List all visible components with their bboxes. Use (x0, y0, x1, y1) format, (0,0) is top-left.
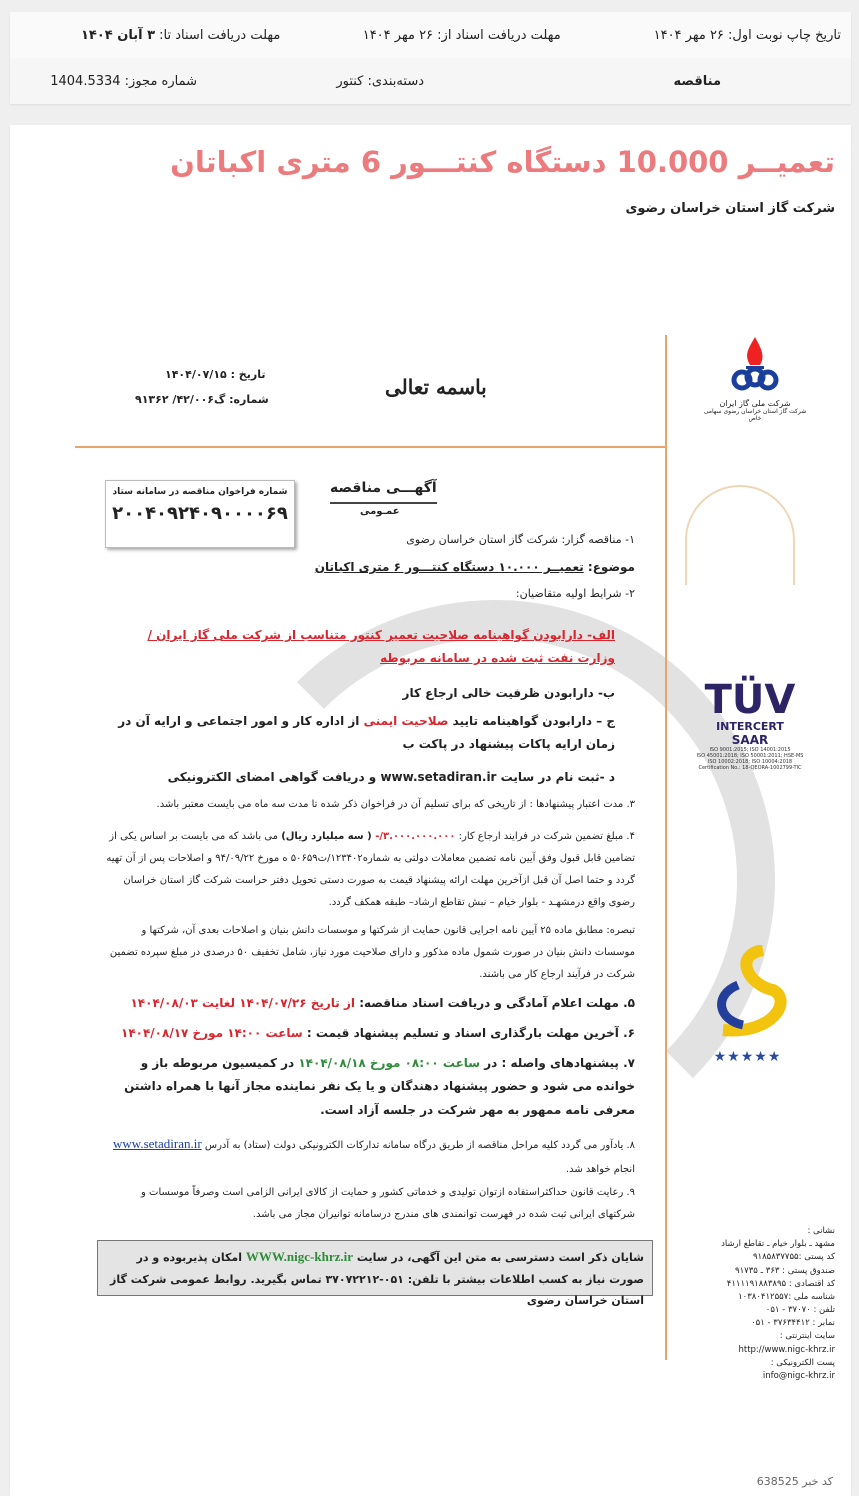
address-line: info@nigc-khrz.ir (762, 1370, 835, 1381)
subject (315, 556, 635, 579)
condition-a: الف- دارابودن گواهینامه صلاحیت تعمیر کنتور متناسب از شرکت ملی گاز ایران /وزارت نفت ثبت شده در سامانه مربوطه (147, 628, 615, 666)
address-line: http://www.nigc-khrz.ir (738, 1344, 835, 1355)
notice-box (97, 1240, 653, 1307)
page-title: تعمیــر 10.000 دستگاه کنتـــور 6 متری اکباتان (170, 145, 835, 179)
address-line: شناسه ملی :۱۰۳۸۰۴۱۲۵۵۷ (738, 1291, 835, 1302)
address-line: نمابر : ۳۷۶۳۴۴۱۲ - ۰۵۱ (751, 1318, 835, 1329)
tuv-intercert: INTERCERT (716, 720, 784, 733)
item-1: ۱- مناقصه گزار: شرکت گاز استان خراسان رضوی (406, 533, 635, 546)
meta-row-info (10, 58, 851, 104)
doc-from: مهلت دریافت اسناد از: ۲۶ مهر ۱۴۰۴ (362, 27, 561, 43)
address-line: تلفن : ۳۷۰۷۰ - ۰۵۱ (765, 1305, 835, 1316)
doc-to-value: ۳ آبان ۱۴۰۴ (80, 27, 156, 43)
item-2: ۲- شرایط اولیه متقاضیان: (515, 587, 635, 600)
award-s-icon (703, 945, 793, 1045)
item-7 (105, 1052, 635, 1122)
condition-b: ب- دارابودن ظرفیت خالی ارجاع کار (402, 686, 615, 700)
item-5 (130, 992, 635, 1015)
letter-date: تاریخ : ۱۴۰۴/۰۷/۱۵ (165, 368, 266, 381)
address-line: صندوق پستی : ۳۶۳ ـ ۹۱۷۳۵ (735, 1265, 835, 1276)
tender-meta-card (10, 12, 851, 104)
item7-date: ساعت ۰۸:۰۰ مورخ ۱۴۰۴/۰۸/۱۸ (294, 1056, 485, 1070)
quality-award-logo (695, 945, 800, 1065)
setadiran-link[interactable]: www.setadiran.ir (113, 1136, 202, 1151)
iso-line-4: Certification No.: 18-QEORA-1002799-TIC (698, 765, 802, 771)
five-stars-icon: ★★★★★ (713, 1049, 782, 1065)
condition-d: د -ثبت نام در سایت www.setadiran.ir و دریافت گواهی امضای الکترونیکی (167, 770, 615, 784)
guarantee-amount: ۳.۰۰۰.۰۰۰.۰۰۰/- (375, 831, 456, 842)
item5-label: ۵. مهلت اعلام آمادگی و دریافت اسناد مناقصه: (359, 996, 635, 1010)
address-line: نشانی : (807, 1226, 835, 1236)
address-line: مشهد ـ بلوار خیام ـ تقاطع ارشاد (721, 1239, 835, 1250)
item7-label: ۷. پیشنهادهای واصله : در (484, 1056, 635, 1070)
setad-call-number-box (105, 480, 295, 548)
guarantee-words: ( سه میلیارد ریال) (281, 831, 376, 842)
organization-name: شرکت گاز استان خراسان رضوی (625, 201, 835, 216)
news-code: کد خبر 638525 (756, 1475, 833, 1488)
tender-content-card (10, 125, 851, 1496)
doc-to-label: مهلت دریافت اسناد تا: (159, 27, 281, 43)
item6-date: ساعت ۱۴:۰۰ مورخ ۱۴۰۴/۰۸/۱۷ (121, 1026, 307, 1040)
category: دسته‌بندی: کنتور (336, 73, 424, 89)
iso-line-1: ISO 9001:2015; ISO 14001:2015 (709, 747, 791, 753)
meta-row-dates (10, 12, 851, 58)
address-line: پست الکترونیکی : (770, 1357, 835, 1368)
flame-logo-icon (730, 335, 780, 395)
item-8 (105, 1130, 635, 1181)
tuv-certificate-logo (680, 677, 820, 771)
notice-contact: امکان پذیربوده و در صورت نیاز به کسب اطلاعات بیشتر با تلفن: ۰۵۱-۳۷۰۷۲۲۱۲ تماس بگیرید. روابط عمومی شرکت گاز استان خراسان رضوی (110, 1251, 644, 1307)
box-number: ۲۰۰۴۰۹۲۴۰۹۰۰۰۰۶۹ (112, 503, 288, 524)
condition-c (115, 710, 615, 756)
item7-text: در کمیسیون مربوطه باز و خوانده می شود و حضور پیشنهاد دهندگان و یا یک نفر نماینده مجاز آنها با همراه داشتن معرفی نامه ممهور به مهر شرکت در جلسه آزاد است. (124, 1056, 635, 1117)
divider-horizontal (75, 446, 665, 448)
notice-text: شایان ذکر است دسترسی به متن این آگهی، در سایت (353, 1251, 644, 1264)
note: تبصره: مطابق ماده ۲۵ آیین نامه اجرایی قانون حمایت از شرکتها و موسسات دانش بنیان و اصلاحات بعدی آن، شرکتها و موسسات دانش بنیان در صورت شمول ماده مذکور و دارای صلاحیت مورد نیاز، شامل تخفیف ۵۰ درصدی در مبلغ سپرده تضمین شرکت در فرآیند ارجاع کار می باشند. (109, 925, 635, 980)
tuv-mark: TÜV (704, 677, 796, 723)
box-label: شماره فراخوان مناقصه در سامانه ستاد (112, 487, 288, 497)
nigc-site-link[interactable]: WWW.nigc-khrz.ir (245, 1249, 353, 1264)
address-line: سایت اینترنتی : (779, 1331, 835, 1342)
logo-subtext: شرکت گاز استان خراسان رضوی سهامی خاص (703, 408, 807, 422)
address-line: کد پستی :۹۱۸۵۸۳۷۷۵۵ (752, 1252, 835, 1263)
iso-line-2: ISO 45001:2018; ISO 50001:2011; HSE-MS (696, 753, 804, 759)
item4-label: ۴. مبلغ تضمین شرکت در فرایند ارجاع کار: (455, 831, 635, 842)
item-6 (121, 1022, 635, 1045)
mosque-illustration (685, 485, 795, 585)
item-3: ۳. مدت اعتبار پیشنهادها : از تاریخی که برای تسلیم آن در فراخوان ذکر شده تا مدت سه ماه می بایست معتبر باشد. (156, 799, 635, 810)
tender-type: مناقصه (673, 73, 721, 89)
contact-address (675, 1225, 835, 1383)
item8-text: ۸. یادآور می گردد کلیه مراحل مناقصه از طریق درگاه سامانه تدارکات الکترونیکی دولت (ستاد) به آدرس (204, 1140, 635, 1151)
iso-line-3: ISO 10002:2018; ISO 10004:2018 (707, 759, 793, 765)
cond-c-rest: از اداره کار و امور اجتماعی و ارایه آن در زمان ارایه پاکات پیشنهاد در پاکت ب (118, 714, 615, 751)
cond-c-highlight: صلاحیت ایمنی (363, 714, 449, 728)
license-number: شماره مجوز: 1404.5334 (50, 73, 197, 89)
nigc-logo (700, 335, 810, 422)
cond-c-text: ج – دارابودن گواهینامه تایید (452, 714, 615, 728)
divider-vertical (665, 335, 667, 1360)
subject-label: موضوع: (587, 560, 635, 574)
notice-heading: آگهـــی مناقصه (330, 475, 437, 504)
letter-number: شماره: گ۴۲/۰۰۶/ ۹۱۳۶۲ (135, 393, 269, 406)
item4-text: می باشد که می بایست بر اساس یکی از تضامین قابل قبول وفق آیین نامه تضمین معاملات دولتی به شماره۱۲۳۴۰۲/ت۵۰۶۵۹ ه مورخ ۹۴/۰۹/۲۲ و اصلاحات پس از آن تهیه گردد و حتما اصل آن قبل ازآخرین مهلت ارائه پیشنهاد قیمت به صورت دستی تحویل دفتر حراست شرکت گاز استان خراسان رضوی واقع درمشهـد - بلوار خیام – نبش تقاطع ارشاد– طبقه همکف گردد. (106, 831, 635, 908)
doc-to (10, 28, 290, 43)
tuv-saar: SAAR (731, 733, 769, 747)
notice-subheading: عمـومی (360, 506, 400, 517)
bismillah: باسمه تعالی (385, 375, 487, 399)
print-date: تاریخ چاپ نوبت اول: ۲۶ مهر ۱۴۰۴ (653, 27, 841, 43)
item6-label: ۶. آخرین مهلت بارگذاری اسناد و تسلیم پیشنهاد قیمت : (306, 1026, 635, 1040)
item-9: ۹. رعایت قانون حداکثراستفاده ازتوان تولیدی و خدماتی کشور و حمایت از کالای ایرانی الزامی است وصرفاً موسسات و شرکتهای ایرانی ثبت شده در فهرست توانمندی های مندرج درسامانه توانیران مجاز می باشد. (141, 1187, 635, 1220)
tender-document-image (75, 330, 845, 1381)
subject-text: تعمیــر ۱۰.۰۰۰ دستگاه کنتـــور ۶ متری اکباتان (314, 560, 584, 574)
address-line: کد اقتصادی : ۴۱۱۱۱۹۱۸۸۳۸۹۵ (726, 1278, 835, 1289)
item8-end: انجام خواهد شد. (565, 1163, 635, 1175)
logo-text: شرکت ملی گاز ایران (719, 399, 791, 408)
item-4 (105, 826, 635, 914)
item5-dates: از تاریخ ۱۴۰۴/۰۷/۲۶ لغایت ۱۴۰۴/۰۸/۰۳ (130, 996, 360, 1010)
